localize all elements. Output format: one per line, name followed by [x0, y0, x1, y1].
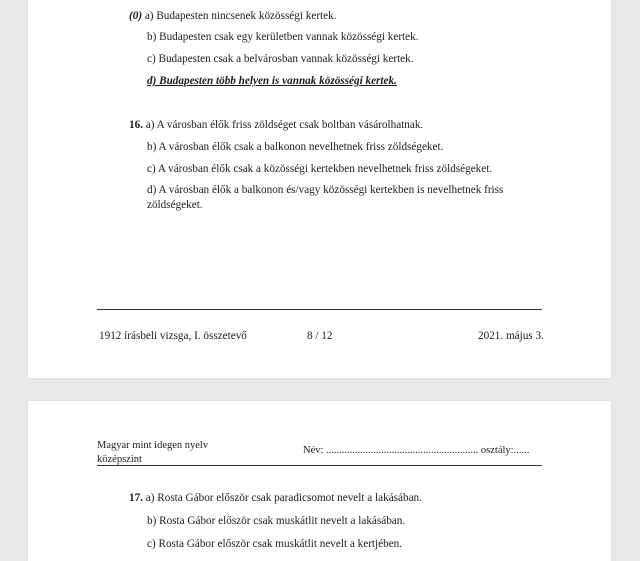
- footer-date: 2021. május 3.: [478, 330, 544, 342]
- question-0-option-c: c) Budapesten csak a belvárosban vannak közösségi kertek.: [147, 53, 414, 65]
- question-0-option-a: [129, 9, 337, 23]
- question-16-option-d-continued: zöldségeket.: [147, 199, 203, 211]
- exam-page-9: [28, 401, 611, 561]
- name-class-field: Név: .......................................................... osztály:......: [303, 445, 530, 456]
- question-0-option-b: b) Budapesten csak egy kerületben vannak közösségi kertek.: [147, 31, 419, 43]
- question-16-option-c: c) A városban élők csak a közösségi kertekben nevelhetnek friss zöldségeket.: [147, 163, 493, 175]
- header-rule: [97, 465, 542, 466]
- question-0-option-a-text: a) Budapesten nincsenek közösségi kertek.: [144, 10, 337, 22]
- question-17-option-a-text: a) Rosta Gábor először csak paradicsomot nevelt a lakásában.: [145, 492, 422, 504]
- footer-page-number: 8 / 12: [307, 330, 333, 342]
- question-16-option-a: [129, 118, 423, 132]
- question-16-option-b: b) A városban élők csak a balkonon nevelhetnek friss zöldségeket.: [147, 141, 444, 153]
- question-17-option-a: [129, 491, 422, 505]
- exam-page-8: [28, 0, 611, 378]
- question-17-number: 17.: [129, 492, 143, 504]
- question-16-option-a-text: a) A városban élők friss zöldséget csak boltban vásárolhatnak.: [145, 119, 424, 131]
- question-0-option-d-correct: d) Budapesten több helyen is vannak közösségi kertek.: [147, 75, 397, 87]
- header-level: középszint: [97, 454, 142, 465]
- header-subject: Magyar mint idegen nyelv: [97, 440, 209, 451]
- question-17-option-b: b) Rosta Gábor először csak muskátlit nevelt a lakásában.: [147, 515, 406, 527]
- question-16-option-d: d) A városban élők a balkonon és/vagy közösségi kertekben is nevelhetnek friss: [147, 184, 504, 196]
- question-17-option-c: c) Rosta Gábor először csak muskátlit nevelt a kertjében.: [147, 538, 403, 550]
- footer-rule: [97, 309, 542, 310]
- question-0-number: (0): [129, 10, 143, 22]
- footer-exam-label: 1912 írásbeli vizsga, I. összetevő: [99, 330, 247, 342]
- question-16-number: 16.: [129, 119, 143, 131]
